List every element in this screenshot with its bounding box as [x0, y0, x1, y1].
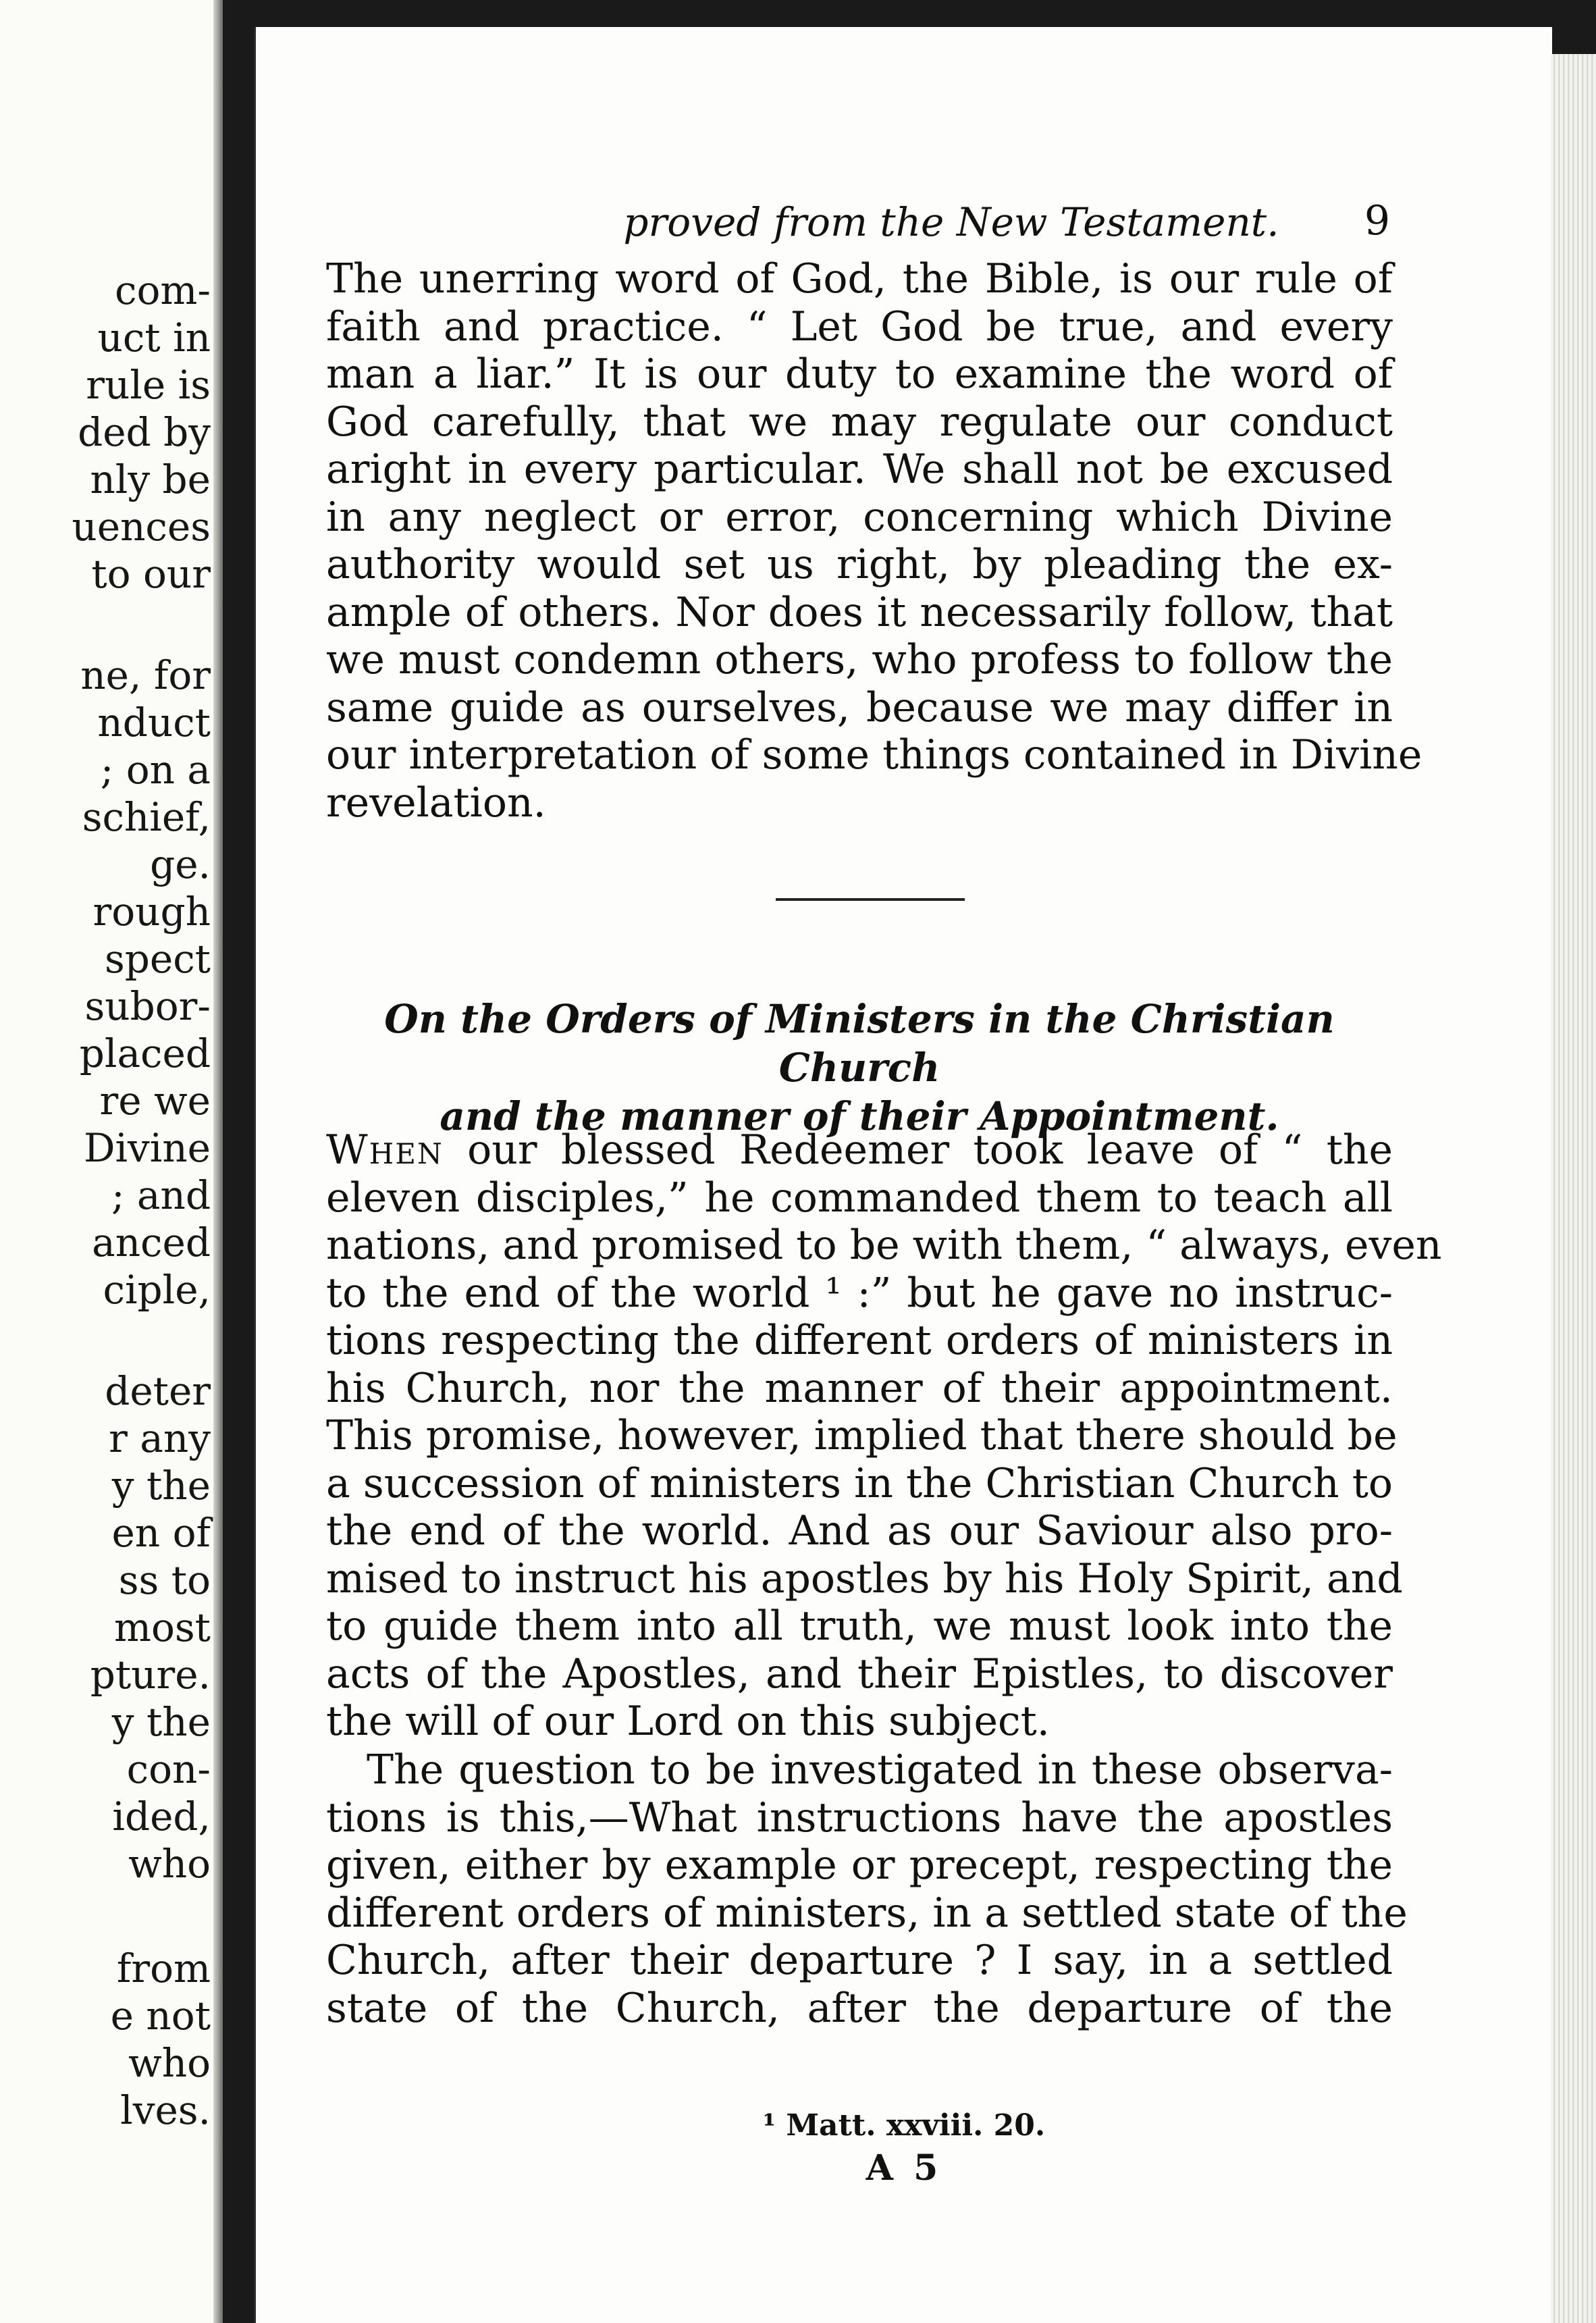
left-page-line: e not — [110, 1993, 211, 2039]
left-page-line: lves. — [120, 2087, 211, 2133]
paragraph-line: a succession of ministers in the Christian Church to — [326, 1459, 1393, 1507]
paragraph-line: The unerring word of God, the Bible, is our rule of — [326, 255, 1393, 303]
left-page-line: com- — [115, 267, 211, 313]
left-page-line: ded by — [78, 409, 211, 455]
left-page-line: placed — [79, 1030, 211, 1076]
left-page-line: who — [128, 2040, 211, 2086]
left-page-line: y the — [111, 1463, 211, 1509]
left-page-line: from — [116, 1946, 211, 1991]
left-page-line: con- — [126, 1746, 211, 1792]
paragraph-line: same guide as ourselves, because we may differ in — [326, 683, 1393, 731]
left-page-line: deter — [105, 1368, 211, 1414]
paragraph-line: to the end of the world ¹ :” but he gave no instruc- — [326, 1269, 1393, 1317]
paragraph-line: revelation. — [326, 779, 546, 827]
first-line-rest: our blessed Redeemer took leave of “ the — [443, 1126, 1393, 1174]
left-page-line: uct in — [97, 315, 211, 361]
page-edge-stack — [1551, 54, 1596, 2323]
section-heading-line-2: and the manner of their Appointment. — [440, 1093, 1279, 1139]
left-page-line: pture. — [90, 1652, 211, 1698]
page-number: 9 — [1364, 197, 1390, 244]
left-page-line: re we — [99, 1078, 211, 1124]
left-page-line: ; and — [111, 1172, 211, 1218]
left-page-line: ciple, — [103, 1267, 211, 1313]
left-page-line: spect — [104, 936, 211, 982]
paragraph-line: man a liar.” It is our duty to examine the word of — [326, 350, 1393, 398]
main-page — [254, 27, 1552, 2323]
left-page-line: en of — [111, 1510, 211, 1556]
left-page-line: ge. — [150, 841, 211, 887]
paragraph-line: faith and practice. “ Let God be true, and every — [326, 303, 1393, 350]
paragraph-line: given, either by example or precept, respecting the — [326, 1842, 1393, 1889]
paragraph-line: nations, and promised to be with them, “ always, even — [326, 1222, 1442, 1269]
paragraph-line: mised to instruct his apostles by his Holy Spirit, and — [326, 1555, 1403, 1602]
paragraph-line: acts of the Apostles, and their Epistles, to discover — [326, 1650, 1393, 1698]
paragraph-1 — [326, 255, 1422, 827]
section-heading — [326, 995, 1393, 1141]
left-page-line: y the — [111, 1699, 211, 1745]
paragraph-line: Church, after their departure ? I say, in a settled — [326, 1937, 1393, 1984]
left-page-line: subor- — [84, 983, 211, 1029]
paragraph-line: aright in every particular. We shall not be excused — [326, 446, 1393, 493]
drop-word: When — [326, 1126, 444, 1174]
paragraph-line: eleven disciples,” he commanded them to teach all — [326, 1174, 1393, 1222]
paragraph-line: the end of the world. And as our Saviour also pro- — [326, 1507, 1393, 1555]
paragraph-2 — [326, 1126, 1442, 1746]
paragraph-line: ample of others. Nor does it necessarily follow, that — [326, 588, 1393, 636]
left-page-line: ss to — [118, 1557, 211, 1603]
paragraph-line: state of the Church, after the departure of the — [326, 1984, 1393, 2032]
paragraph-first-line — [326, 1126, 1393, 1174]
left-page-line: Divine — [83, 1125, 211, 1171]
left-page-line: ne, for — [80, 652, 211, 698]
paragraph-line: tions is this,—What instructions have the apostles — [326, 1794, 1393, 1842]
left-page-line: ; on a — [100, 747, 211, 793]
left-page-fragment — [0, 0, 223, 2323]
paragraph-line: our interpretation of some things contained in Divine — [326, 731, 1422, 779]
paragraph-line: tions respecting the different orders of ministers in — [326, 1317, 1393, 1364]
left-page-line: uences — [72, 504, 211, 550]
paragraph-3 — [326, 1746, 1408, 2032]
paragraph-line: This promise, however, implied that there should be — [326, 1412, 1398, 1459]
left-page-line: rough — [92, 889, 211, 935]
paragraph-line: God carefully, that we may regulate our conduct — [326, 398, 1393, 446]
left-page-gutter — [213, 0, 223, 2323]
section-heading-line-1: On the Orders of Ministers in the Christian Church — [384, 996, 1335, 1091]
signature-mark: A 5 — [866, 2147, 942, 2189]
running-head: proved from the New Testament. — [623, 199, 1279, 245]
left-page-line: most — [114, 1604, 211, 1650]
left-page-line: rule is — [86, 362, 211, 408]
left-page-line: nduct — [97, 700, 211, 746]
left-page-line: nly be — [90, 456, 211, 502]
left-page-line: who — [128, 1841, 211, 1887]
paragraph-line: the will of our Lord on this subject. — [326, 1698, 1050, 1745]
paragraph-line: to guide them into all truth, we must look into the — [326, 1602, 1393, 1650]
paragraph-line: authority would set us right, by pleading the ex- — [326, 541, 1393, 588]
left-page-line: anced — [92, 1220, 211, 1265]
section-divider-rule — [776, 898, 965, 901]
left-page-line: to our — [91, 551, 211, 597]
left-page-line: schief, — [82, 794, 211, 840]
paragraph-line: we must condemn others, who profess to follow the — [326, 636, 1393, 683]
paragraph-line: The question to be investigated in these observa- — [367, 1746, 1393, 1794]
paragraph-line: his Church, nor the manner of their appointment. — [326, 1364, 1393, 1412]
footnote: ¹ Matt. xxviii. 20. — [762, 2108, 1046, 2143]
paragraph-line: different orders of ministers, in a settled state of the — [326, 1889, 1408, 1937]
left-page-line: r any — [109, 1415, 211, 1461]
left-page-line: ided, — [112, 1794, 211, 1839]
paragraph-line: in any neglect or error, concerning which Divine — [326, 493, 1393, 541]
